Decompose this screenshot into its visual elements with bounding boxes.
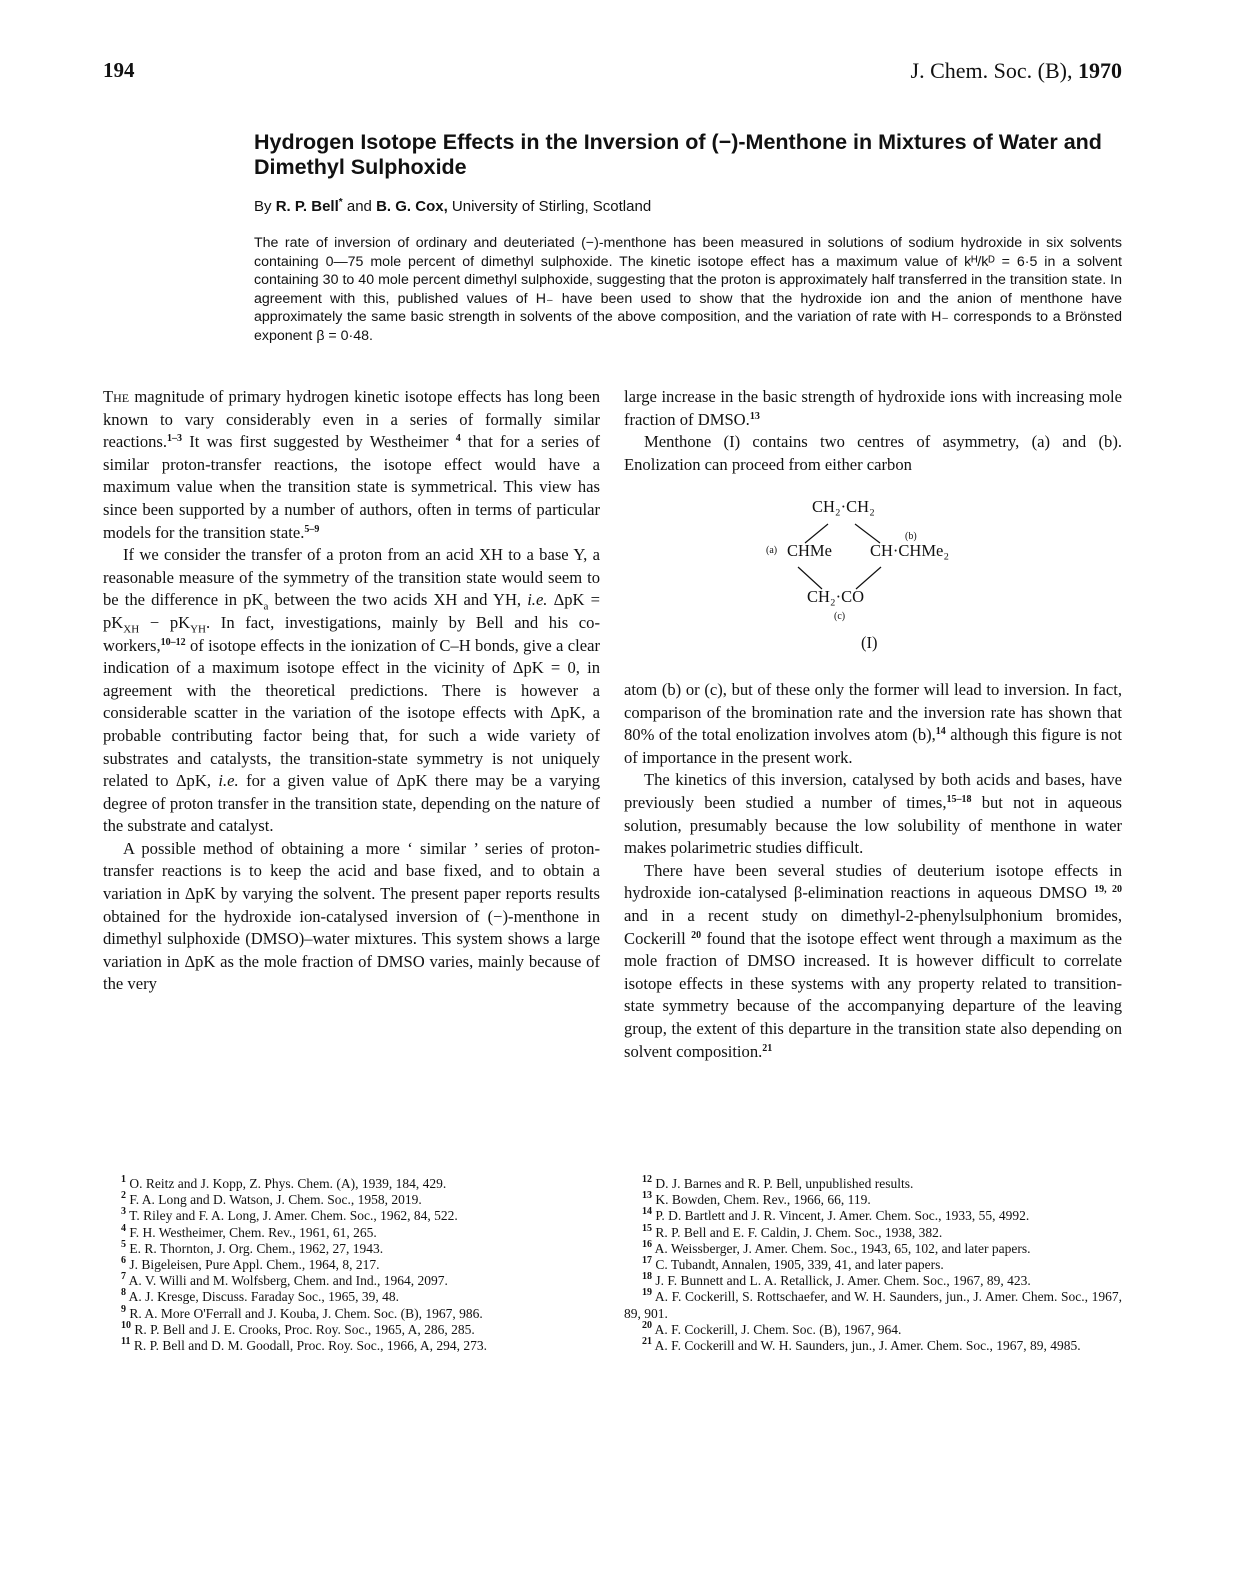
reference-marker: 21	[762, 1042, 773, 1054]
structure-label-b: (b)	[905, 531, 917, 542]
structure-left-group: CHMe	[787, 541, 832, 560]
text-run: − pK	[139, 612, 191, 632]
lead-word: The	[103, 387, 130, 406]
page-number: 194	[103, 58, 135, 82]
subscript: YH	[190, 623, 206, 636]
reference-marker: 19, 20	[1094, 884, 1123, 896]
paragraph	[624, 769, 1122, 859]
text-run: There have been several studies of deuterium isotope effects in hydroxide ion-catalysed β-elimination reactions in aqueous DMSO	[624, 860, 1122, 903]
text-run: It was first suggested by Westheimer	[182, 432, 456, 452]
reference-marker: 20	[691, 929, 702, 941]
structure-right-group: CH·CHMe₂	[870, 541, 950, 560]
footnote-number: 16	[642, 1238, 652, 1250]
footnote-text: D. J. Barnes and R. P. Bell, unpublished results.	[655, 1176, 914, 1191]
footnote-text: A. V. Willi and M. Wolfsberg, Chem. and Ind., 1964, 2097.	[128, 1273, 448, 1289]
text-run: atom (b) or (c), but of these only the former will lead to inversion. In fact, comparison of the bromination rate and the inversion rate has shown that 80% of the total enolization involves atom (b),	[624, 680, 1122, 745]
footnote-text: J. F. Bunnett and L. A. Retallick, J. Amer. Chem. Soc., 1967, 89, 423.	[655, 1273, 1031, 1289]
footnote-number: 15	[642, 1222, 652, 1234]
footnote	[103, 1257, 600, 1273]
footnote-number: 14	[642, 1206, 652, 1218]
text-run: The kinetics of this inversion, catalysed by both acids and bases, have previously been studied a number of times,	[624, 770, 1122, 812]
footnote	[103, 1238, 600, 1257]
structure-label-c: (c)	[834, 611, 846, 622]
reference-marker: 14	[935, 726, 946, 738]
footnote-number: 6	[121, 1255, 126, 1267]
footnote-number: 18	[642, 1271, 652, 1283]
footnote-text: R. P. Bell and J. E. Crooks, Proc. Roy. Soc., 1965, A, 286, 285.	[134, 1321, 475, 1337]
menthone-structure	[750, 497, 990, 662]
footnote-number: 1	[121, 1174, 126, 1185]
paragraph	[624, 386, 1122, 431]
journal-header	[911, 58, 1122, 84]
footnote-text: F. H. Westheimer, Chem. Rev., 1961, 61, 265.	[129, 1224, 377, 1240]
text-run: ΔpK = pK	[103, 590, 600, 632]
text-run: large increase in the basic strength of hydroxide ions with increasing mole fraction of DMSO.	[624, 387, 1122, 429]
subscript: a	[263, 600, 269, 613]
footnote-text: K. Bowden, Chem. Rev., 1966, 66, 119.	[655, 1192, 871, 1208]
footnote-number: 11	[121, 1336, 131, 1348]
text-run: for a given value of ΔpK there may be a varying degree of proton transfer in the transition state, depending on the nature of the substrate and catalyst.	[103, 771, 601, 836]
structure-bottom-group: CH₂·CO	[807, 587, 865, 606]
footnote-text: O. Reitz and J. Kopp, Z. Phys. Chem. (A), 1939, 184, 429.	[129, 1176, 447, 1191]
paragraph	[624, 679, 1122, 769]
text-run: If we consider the transfer of a proton from an acid XH to a base Y, a reasonable measure of the symmetry of the transition state would seem to be the difference in pK	[103, 545, 600, 610]
journal-name: J. Chem. Soc. (B),	[910, 58, 1073, 83]
text-run: between the two acids XH and YH,	[268, 590, 528, 610]
reference-marker: 1–3	[167, 433, 183, 445]
footnote-number: 21	[642, 1336, 652, 1348]
bond-line	[856, 567, 881, 589]
paragraph	[624, 860, 1122, 1063]
subscript: XH	[123, 623, 140, 636]
footnote	[103, 1338, 600, 1354]
footnote-text: C. Tubandt, Annalen, 1905, 339, 41, and later papers.	[655, 1257, 944, 1273]
article-title: Hydrogen Isotope Effects in the Inversion of (−)-Menthone in Mixtures of Water and Dimethyl Sulphoxide	[254, 130, 1102, 179]
bond-line	[798, 567, 822, 589]
footnote-text: R. P. Bell and D. M. Goodall, Proc. Roy. Soc., 1966, A, 294, 273.	[133, 1338, 487, 1354]
footnote	[624, 1176, 1122, 1192]
footnote-number: 17	[642, 1255, 652, 1267]
footnotes-right	[624, 1176, 1122, 1354]
footnote	[624, 1338, 1122, 1354]
footnote-number: 10	[121, 1319, 131, 1331]
reference-marker: 10–12	[160, 636, 186, 648]
footnote	[103, 1289, 600, 1305]
footnote-text: R. P. Bell and E. F. Caldin, J. Chem. Soc., 1938, 382.	[655, 1224, 943, 1240]
footnote	[103, 1192, 600, 1208]
text-run: i.e.	[527, 590, 548, 610]
text-run: that for a series of similar proton-transfer reactions, the isotope effect would have a maximum value when the transition state is symmetrical. This view has since been supported by a number of authors, often in terms of particular models for the transition state.	[103, 432, 600, 542]
affiliation: University of Stirling, Scotland	[451, 198, 652, 215]
text-run: i.e.	[218, 771, 239, 791]
reference-marker: 15–18	[946, 793, 972, 805]
footnote-number: 5	[121, 1238, 126, 1250]
footnote	[103, 1208, 600, 1224]
paragraph: A possible method of obtaining a more ‘ similar ’ series of proton-transfer reactions is to keep the acid and base fixed, and to obtain a variation in ΔpK by varying the solvent. The present paper reports results obtained for the hydroxide ion-catalysed inversion of (−)-menthone in dimethyl sulphoxide (DMSO)–water mixtures. This system shows a large variation in ΔpK as the mole fraction of DMSO varies, mainly because of the very	[103, 838, 600, 994]
footnote-text: J. Bigeleisen, Pure Appl. Chem., 1964, 8, 217.	[129, 1257, 380, 1273]
compound-label: (I)	[861, 633, 878, 652]
footnote-text: F. A. Long and D. Watson, J. Chem. Soc., 1958, 2019.	[129, 1192, 422, 1208]
text-run: magnitude of primary hydrogen kinetic isotope effects has long been known to vary considerably even in a series of formally similar reactions.	[103, 387, 600, 452]
body-column-right-bottom	[624, 679, 1122, 1063]
paragraph: Menthone (I) contains two centres of asymmetry, (a) and (b). Enolization can proceed from either carbon	[624, 432, 1122, 474]
footnote-text: R. A. More O'Ferrall and J. Kouba, J. Chem. Soc. (B), 1967, 986.	[129, 1305, 483, 1321]
reference-marker: 13	[749, 410, 760, 422]
paragraph	[103, 386, 600, 544]
footnote	[103, 1319, 600, 1338]
footnote-number: 7	[121, 1271, 126, 1283]
paragraph	[103, 544, 600, 838]
footnote-text: A. F. Cockerill, J. Chem. Soc. (B), 1967, 964.	[654, 1321, 902, 1337]
journal-year: 1970	[1078, 58, 1122, 83]
structure-top-group: CH₂·CH₂	[812, 497, 875, 516]
footnotes-left	[103, 1176, 600, 1354]
body-column-left	[103, 386, 600, 996]
footnote	[624, 1289, 1122, 1321]
author-1: R. P. Bell	[275, 198, 339, 215]
footnote-number: 20	[642, 1319, 652, 1331]
footnote	[624, 1319, 1122, 1338]
text-run: . In fact, investigations, mainly by Bell and his co-workers,	[103, 612, 600, 655]
footnote	[103, 1222, 600, 1241]
footnote-number: 12	[642, 1174, 652, 1185]
text-run: and in a recent study on dimethyl-2-phenylsulphonium bromides, Cockerill	[624, 905, 1122, 948]
byline	[254, 198, 651, 215]
footnote-number: 2	[121, 1190, 126, 1202]
text-run: of isotope effects in the ionization of C–H bonds, give a clear indication of a maximum isotope effect in the vicinity of ΔpK = 0, in agreement with the theoretical predictions. There is however a considerable scatter in the variation of the isotope effects with ΔpK, a probable contributing factor being that, for such a wide variety of substrates and catalysts, the transition-state symmetry is not uniquely related to ΔpK,	[103, 635, 600, 791]
byline-and: and	[346, 198, 372, 215]
footnote	[624, 1238, 1122, 1257]
footnote-number: 9	[121, 1303, 126, 1315]
footnote	[103, 1273, 600, 1289]
structure-label-a: (a)	[766, 545, 778, 556]
footnote	[624, 1273, 1122, 1289]
footnote-text: A. Weissberger, J. Amer. Chem. Soc., 1943, 65, 102, and later papers.	[654, 1240, 1031, 1256]
footnote	[624, 1222, 1122, 1241]
footnote-text: A. F. Cockerill, S. Rottschaefer, and W. H. Saunders, jun., J. Amer. Chem. Soc., 1967, 89, 901.	[624, 1289, 1122, 1321]
footnote-number: 19	[642, 1287, 652, 1299]
footnote	[103, 1303, 600, 1322]
footnote-number: 3	[121, 1206, 126, 1218]
reference-marker: 4	[455, 433, 461, 445]
footnote	[624, 1257, 1122, 1273]
author-2: B. G. Cox,	[376, 198, 448, 215]
footnote	[103, 1176, 600, 1192]
text-run: but not in aqueous solution, presumably because the low solubility of menthone in water makes polarimetric studies difficult.	[624, 792, 1122, 858]
text-run: although this figure is not of importance in the present work.	[624, 725, 1122, 767]
body-column-right-top	[624, 386, 1122, 476]
footnote-text: P. D. Bartlett and J. R. Vincent, J. Amer. Chem. Soc., 1933, 55, 4992.	[655, 1208, 1030, 1224]
byline-prefix: By	[254, 198, 272, 215]
footnote-text: T. Riley and F. A. Long, J. Amer. Chem. Soc., 1962, 84, 522.	[129, 1208, 458, 1224]
text-run: found that the isotope effect went through a maximum as the mole fraction of DMSO increased. It is however difficult to correlate isotope effects in these systems with any property related to transition-state symmetry because of the accompanying departure of the leaving group, the extent of this departure in the transition state also depending on solvent composition.	[624, 928, 1122, 1061]
footnote-number: 4	[121, 1222, 126, 1234]
footnote	[624, 1208, 1122, 1224]
footnote-text: E. R. Thornton, J. Org. Chem., 1962, 27, 1943.	[129, 1240, 384, 1256]
footnote-text: A. F. Cockerill and W. H. Saunders, jun., J. Amer. Chem. Soc., 1967, 89, 4985.	[654, 1338, 1081, 1354]
footnote-number: 13	[642, 1190, 652, 1202]
footnote	[624, 1192, 1122, 1208]
reference-marker: 5–9	[304, 523, 320, 535]
abstract: The rate of inversion of ordinary and deuteriated (−)-menthone has been measured in solutions of sodium hydroxide in six solvents containing 0—75 mole percent of dimethyl sulphoxide. The kinetic isotope effect has a maximum value of kᴴ/kᴰ = 6·5 in a solvent containing 30 to 40 mole percent dimethyl sulphoxide, suggesting that the proton is approximately half transferred in the transition state. In agreement with this, published values of H₋ have been used to show that the hydroxide ion and the anion of menthone have approximately the same basic strength in solvents of the above composition, and the variation of rate with H₋ corresponds to a Brönsted exponent β = 0·48.	[254, 235, 1122, 344]
footnote-text: A. J. Kresge, Discuss. Faraday Soc., 1965, 39, 48.	[128, 1289, 399, 1305]
corresponding-mark: *	[338, 197, 343, 208]
footnote-number: 8	[121, 1287, 126, 1299]
